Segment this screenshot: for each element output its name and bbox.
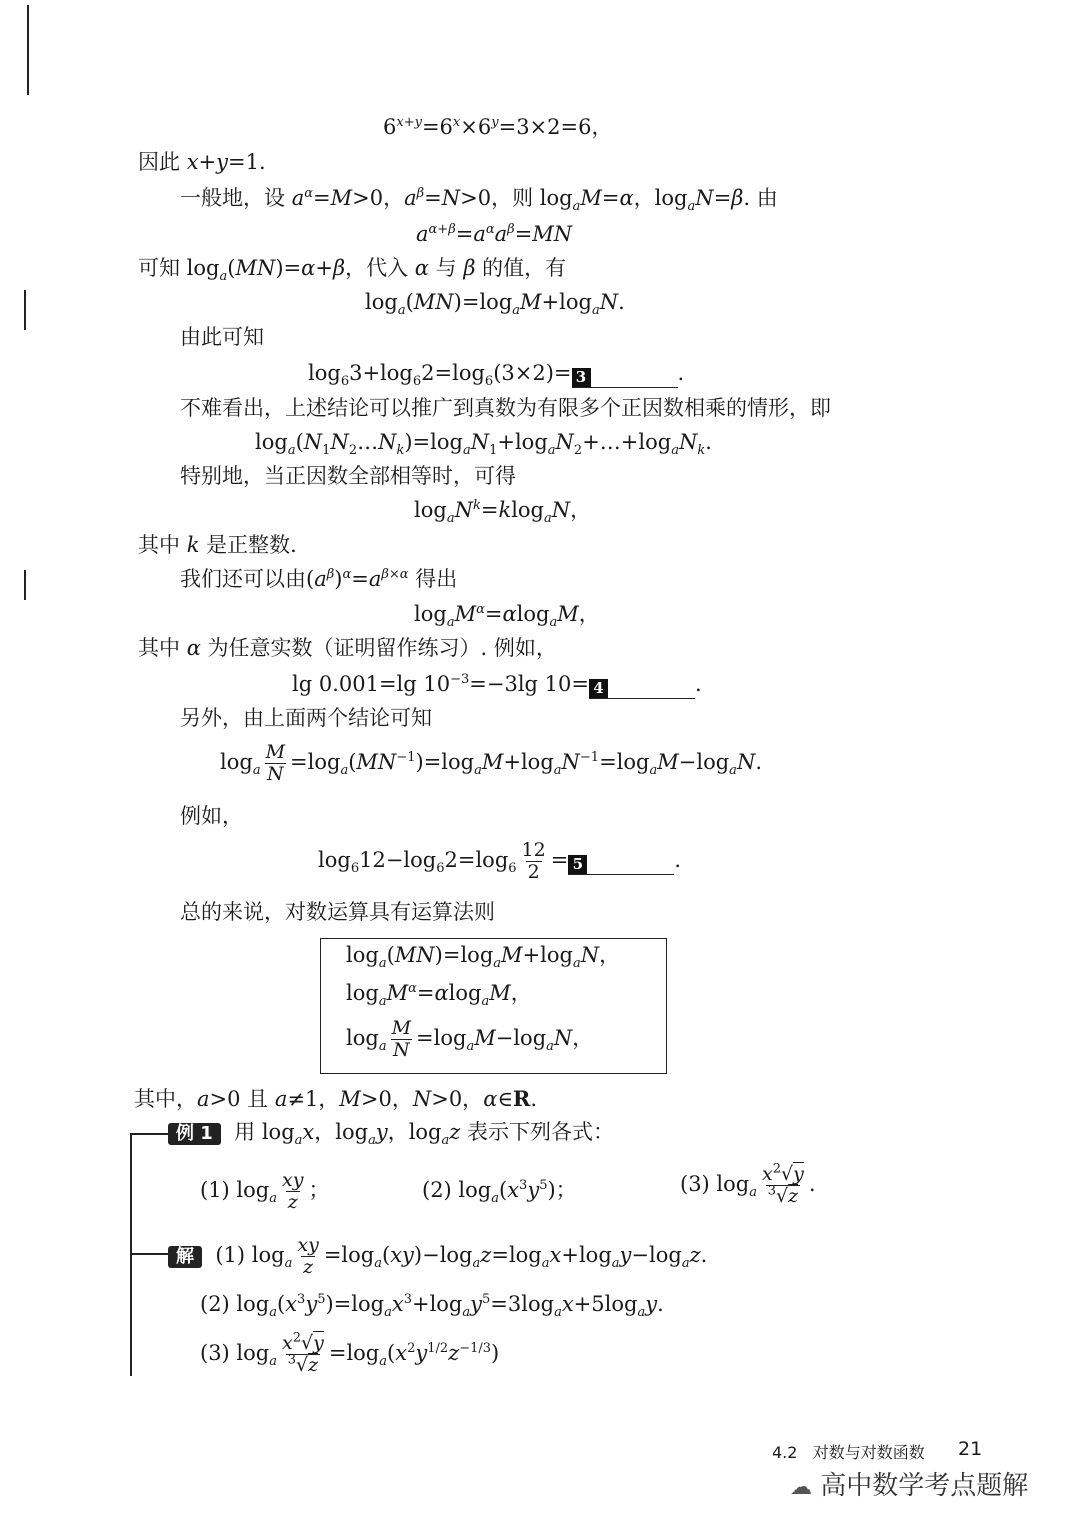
- equation-a-power: $a^{\alpha+\beta}=a^\alpha a^\beta=MN$: [416, 222, 573, 246]
- box-rule-power: $\log_aM^\alpha=\alpha\log_aM$，: [346, 981, 532, 1010]
- line-known: 可知 $\log_a(MN)=\alpha+\beta$，代入 α 与 β 的值，有: [138, 256, 567, 285]
- box-rule-quotient: $\log_a$ $\frac{M}{N}$ $=\log_aM-\log_aN$，: [346, 1017, 594, 1061]
- line-summary: 总的来说，对数运算具有运算法则: [180, 900, 495, 924]
- solution-line-1: 解 (1) $\log_a$ $\frac{xy}{z}$ $=\log_a(xy)-\log_az=\log_ax+\log_ay-\log_az$.: [168, 1235, 707, 1278]
- line-alpha-real: 其中 α 为任意实数（证明留作练习）. 例如，: [138, 636, 557, 660]
- equation-general-product: $\log_a(N_1N_2\dots N_k)=\log_aN_1+\log_aN_2+\dots+\log_aN_k$.: [255, 430, 712, 459]
- watermark: ☁ 高中数学考点题解: [790, 1471, 1029, 1501]
- example-item-2: (2) $\log_a(x^3y^5)$；: [422, 1178, 577, 1207]
- solution-line-3: (3) $\log_a$ $\frac{x^2√y}{^3√z}$ $=\log_a(x^2y^{1/2}z^{-1/3})$: [200, 1330, 500, 1376]
- equation-product-rule: $\log_a(MN)=\log_aM+\log_aN$.: [365, 290, 625, 319]
- scan-edge-line: [24, 290, 26, 330]
- box-rule-product: $\log_a(MN)=\log_aM+\log_aN$，: [346, 943, 621, 972]
- line-eg: 例如，: [180, 804, 243, 828]
- blank-number-4: 4: [589, 679, 608, 698]
- line-thus: 由此可知: [180, 325, 264, 349]
- solution-tag: 解: [168, 1246, 202, 1268]
- blank-number-5: 5: [568, 855, 587, 874]
- equation-log6-quotient: $\log_612-\log_62=\log_6$ $\frac{12}{2}$ = 5 .: [318, 839, 682, 883]
- line-besides: 另外，由上面两个结论可知: [180, 706, 432, 730]
- equation-quotient-derivation: $\log_a$ $\frac{M}{N}$ $=\log_a(MN^{-1})=\log_aM+\log_aN^{-1}=\log_aM-\log_aN$.: [220, 741, 762, 785]
- solution-bracket-tick: [130, 1253, 170, 1255]
- example-tag: 例 1: [168, 1123, 221, 1145]
- equation-power-alpha: $\log_aM^\alpha=\alpha\log_aM$，: [414, 602, 600, 631]
- equation-lg: lg 0.001=lg $10^{-3}=-3\lg$ 10= 4 .: [292, 672, 702, 697]
- line-extend: 不难看出，上述结论可以推广到真数为有限多个正因数相乘的情形，即: [180, 396, 831, 420]
- example-item-1: (1) $\log_a$ $\frac{xy}{z}$ ；: [200, 1169, 330, 1213]
- line-therefore: 因此 x+y=1.: [138, 150, 266, 174]
- equation-log6-product: $\log_63+\log_62=\log_6(3\times 2)= 3$ .: [308, 361, 685, 390]
- equation-6xy: $6^{x+y}=6^x\times 6^y=3\times 2=6$，: [383, 115, 613, 139]
- line-k-integer: 其中 k 是正整数.: [138, 533, 297, 557]
- line-intro-general: 一般地，设 $a^\alpha=M>0$，$a^\beta=N>0$，则 $\log_aM=\alpha$，$\log_aN=\beta$. 由: [180, 186, 778, 215]
- footer-section: [772, 1440, 925, 1463]
- line-also: 我们还可以由$(a^\beta)^\alpha=a^{\beta\times\alpha}$ 得出: [180, 567, 458, 591]
- page-number: 21: [958, 1438, 983, 1460]
- footer-section-number: 4.2: [772, 1443, 798, 1462]
- example-bracket-top: [130, 1133, 170, 1135]
- footer-title: 对数与对数函数: [812, 1443, 925, 1462]
- scan-edge-line: [24, 570, 26, 600]
- line-special: 特别地，当正因数全部相等时，可得: [180, 464, 516, 488]
- equation-power-k: $\log_aN^k=klog_aN$，: [414, 498, 592, 527]
- scan-edge-line: [27, 5, 29, 95]
- example-header: 例 1 用 $\log_ax$，$\log_ay$，$\log_az$ 表示下列各式：: [168, 1122, 614, 1145]
- wechat-icon: ☁: [790, 1475, 812, 1500]
- example-item-3: (3) $\log_a$ $\frac{x^2√y}{^3√z}$ .: [680, 1161, 816, 1207]
- line-conditions: 其中，a>0 且 a≠1，M>0，N>0，α∈R.: [134, 1086, 538, 1111]
- solution-line-2: (2) $\log_a(x^3y^5)=\log_ax^3+\log_ay^5=3\log_ax+5\log_ay$.: [200, 1292, 664, 1321]
- blank-number-3: 3: [572, 368, 591, 387]
